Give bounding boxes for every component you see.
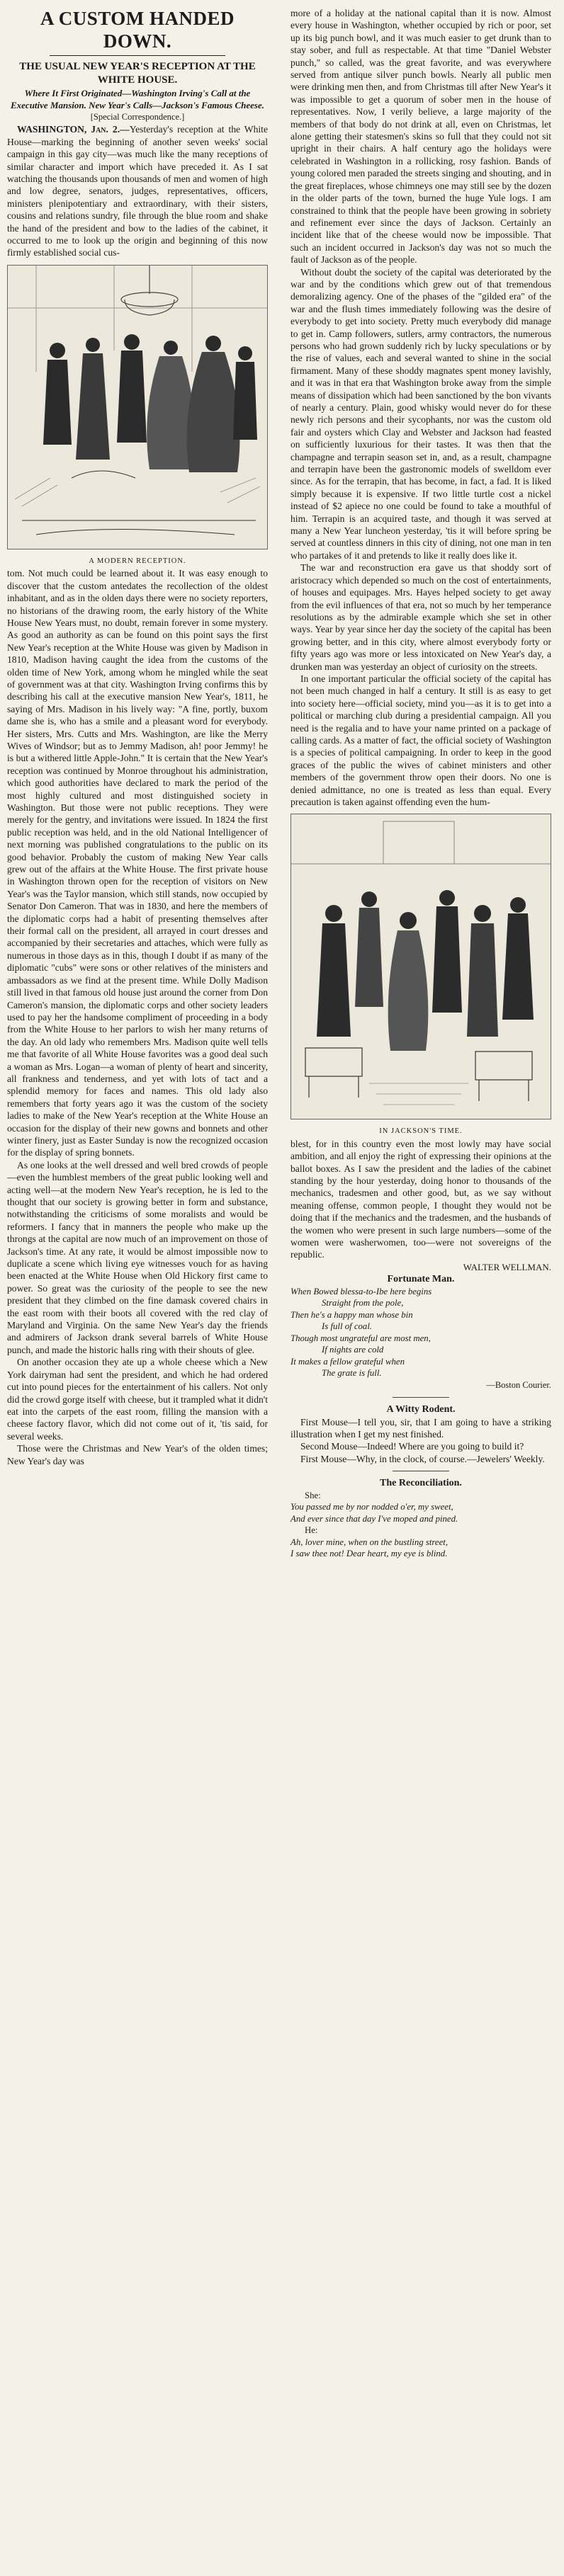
poem-line-7: It makes a fellow grateful when — [291, 1356, 405, 1367]
article-paragraph-8: The war and reconstruction era gave us that shoddy sort of aristocracy which depended so much on the cost of entertainments, of houses and equipages. Mrs. Hayes helped society to get away from the evil influences of that era, not so much by her temperance resolutions as by the admirable example which she set in other ways. Year by year since her day the society of the capital has been growing better, and in this city, where almost everybody forty or fifty years ago was more or less intoxicated on New Year's day, a drunken man was yesterday an object of curiosity on the streets. — [291, 562, 551, 672]
jackson-drawing — [291, 814, 551, 1119]
dateline: WASHINGTON, Jan. 2.— — [17, 124, 130, 135]
lead-paragraph — [7, 123, 268, 258]
poem-line-2: Straight from the pole, — [322, 1298, 404, 1309]
rodent-line-2: Second Mouse—Indeed! Where are you going to build it? — [300, 1441, 524, 1452]
correspondence-note: [Special Correspondence.] — [90, 112, 185, 122]
reconciliation-line-3: And ever since that day I've moped and pined. — [291, 1513, 458, 1524]
article-paragraph-7: Without doubt the society of the capital was deteriorated by the war and by the conditions which grew out of that tremendous demoralizing agency. One of the phases of the "gilded era" of the war and the flush times immediately following was the desire of everybody to get into society. Pretty much everybody did manage to get in. Camp followers, sutlers, army contractors, the numerous persons who had grown suddenly rich by lucky speculations or by the rise of values, each and several wanted to shine in the social firmament. Many of these shoddy magnates spent money lavishly, and it was in that era that Washington broke away from the simple means of dissipation which had been sanctioned by the bon vivants of nearly a century. Plain, good whisky would never do for these newly rich persons and their sycophants, nor was the custom old fair and oysters which Clay and Webster and Jackson had feasted on sufficiently luxurious for their tastes. It was then that the champagne and terrapin season set in, and, as a result, champagne and terrapin have been the gastronomic models of swelldom ever since. As for the terrapin, that has become, in fact, a fad. It is liked simply because it is expensive. If two little turtle cost a nickel instead of $2 apiece no one could be found to take a mouthful of him. Terrapin is an acquired taste, and though it was served at many a New Year luncheon yesterday, 'tis it will before spring be served at countless dinners in this city of dining, not one man in ten who partakes of it and pretends to like it really does like it. — [291, 266, 551, 561]
headline: A CUSTOM HANDED DOWN. — [40, 8, 235, 52]
headline-rule — [50, 55, 225, 56]
reconciliation-line-5: Ah, lover mine, when on the bustling street, — [291, 1537, 449, 1547]
poem-title: Fortunate Man. — [387, 1274, 455, 1285]
poem-line-8: The grate is full. — [322, 1368, 382, 1379]
reconciliation-line-2: You passed me by nor nodded o'er, my sweet, — [291, 1502, 453, 1512]
subhead: THE USUAL NEW YEAR'S RECEPTION AT THE WHITE HOUSE. — [19, 61, 256, 86]
reconciliation-title: The Reconciliation. — [380, 1478, 462, 1489]
article-paragraph-6: more of a holiday at the national capital than it is now. Almost every house in Washington, whether occupied by rich or poor, set up its big punch bowl, and it was much easier to get drunk than to stay sober, and full as respectable. At that time "Daniel Webster punch," so called, was the great favorite, and was everywhere served from antique silver punch bowls. Nearly all public men were drinking men then, and from Christmas till after New Year's it was impossible to get a quorum of sober men in the house of representatives. Now, I verily believe, a large majority of the members of that body do not drink at all, even on Christmas, let alone getting their statesmen's skins so full that they could not sit upright in their chairs. A half century ago the holidays were celebrated in Washington in a rollicking, rosy fashion. Bands of young colored men paraded the streets singing and shouting, and in the great fireplaces, whose chimneys one may still see by the dozen in the older parts of the town, burned the huge Yule logs. I am constrained to think that the people have been growing in sobriety and refinement ever since the days of Jackson. Certainly an incident like that of the cheese would now be impossible. That such an incident occurred in Jackson's day was not so much the fault of Jackson as of the people. — [291, 8, 551, 266]
section-divider — [393, 1397, 449, 1398]
right-column — [291, 7, 551, 1560]
deck: Where It First Originated—Washington Irving's Call at the Executive Mansion. New Year's Calls—Jackson's Famous Cheese. — [10, 88, 264, 110]
poem-line-5: Though most ungrateful are most men, — [291, 1333, 431, 1343]
reception-illustration — [7, 265, 268, 549]
reconciliation-line-6: I saw thee not! Dear heart, my eye is blind. — [291, 1549, 448, 1559]
poem-line-1: When Bowed blessa-to-Ibe here begins — [291, 1286, 432, 1296]
reception-drawing — [8, 266, 267, 549]
left-column — [7, 7, 268, 1467]
reconciliation-speaker-she: She: — [305, 1490, 321, 1500]
article-paragraph-2: tom. Not much could be learned about it. It was easy enough to discover that the custom antedates the recollection of the oldest inhabitant, and as in the olden days there were no society reporters, no historians of the drawing room, the early history of the White House New Years must, no doubt, remain forever in some mystery. As good an authority as can be found on this point says the first New Year's reception at the White House was given by Madison in 1810, Madison having caught the idea from the customs of the olden time of New York, among whom he mingled while the seat of government was at that city. Washington Irving confirms this by describing his call at the executive mansion New Year's, 1811, he saying of Mrs. Madison in his lively way: "A fine, portly, buxom dame she is, who has a smile and a pleasant word for everybody. Her sisters, Mrs. Cutts and Mrs. Washington, are like the Merry Wives of Windsor; but as to Jemmy Madison, ah! poor Jemmy! he is but a withered little Apple-John." It is certain that the New Year's reception was continued by Monroe throughout his administration, which good authorities have declared to mark the period of the most highly cultured and most distinguished society in Washington. But those were not public receptions. They were merely for the gentry, and invitations were issued. In 1824 the first public reception was held, and in the old National Intelligencer of next morning was published congratulations to the public on its good behavior. Probably the custom of making New Year calls grew out of the affairs at the White House. The first private house in Washington thrown open for the reception of visitors on New Year's was the Taylor mansion, which still stands, now occupied by Senator Don Cameron. That was in 1830, and here the members of the diplomatic corps had a habit of presenting themselves after their formal call on the president, all arrayed in court dresses and accompanied by their secretaries and attaches, which were fully as numerous in those days as in this, though I doubt if as many of the diplomatic "cubs" were sons or other relatives of the ministers and ambassadors as we find at the present time. While Dolly Madison still lived in that famous old house just around the corner from Don Cameron's mansion, the diplomatic corps and other society leaders used to pay her the handsome compliment of proceeding in a body from the White House to her parlors to wish her many returns of the day. An old lady who remembers Mrs. Madison quite well tells me that favorite of all White House favorites was a good deal such a woman as Mrs. Logan—a woman of plenty of heart and sincerity, all frankness and tenderness, and yet with lots of tact and a splendid memory for faces and names. This old lady also remembers that forty years ago it was the custom of the society ladies to make of the New Year's reception at the White House an occasion for the display of their new gowns and bonnets and other winter finery, just as Easter Sunday is now the recognized occasion for the display of spring bonnets. — [7, 568, 268, 1158]
rodent-line-1: First Mouse—I tell you, sir, that I am going to have a striking illustration when I get my nest finished. — [291, 1416, 551, 1440]
rodent-dialog — [291, 1416, 551, 1466]
article-paragraph-4: On another occasion they ate up a whole cheese which a New York dairyman had sent the president, and which he had ordered cut into pound pieces for the entertainment of his callers. Not only did the crowd gorge itself with cheese, but it trampled what it didn't eat into the carpets of the east room, filling the mansion with a cheese factory flavor, which did not come out of it, 'tis said, for several weeks. — [7, 1357, 269, 1442]
reconciliation-speaker-he: He: — [305, 1525, 318, 1536]
jackson-illustration — [291, 814, 551, 1119]
poem-line-6: If nights are cold — [322, 1345, 384, 1355]
lead-text: Yesterday's reception at the White House—marking the beginning of another seven weeks' social campaign in this gay city—was much like the many receptions of similar character and import which have preceded it. As I sat watching the thousands upon thousands of men and women of high and low degree, senators, judges, representatives, officers, ministers plenipotentiary and extraordinary, with their sisters, cousins and relations sundry, file through the blue room and shake the hand of the president and bow to the ladies of the cabinet, it occurred to me to look up the origin and beginning of this now firmly established social cus- — [7, 124, 268, 258]
rodent-title: A Witty Rodent. — [386, 1404, 456, 1415]
poem-credit: —Boston Courier. — [486, 1379, 551, 1390]
jackson-caption: IN JACKSON'S TIME. — [379, 1127, 463, 1136]
article-paragraph-9: In one important particular the official society of the capital has not been much changed in half a century. It still is as easy to get into society here—official society, mind you—as it is to get into a political or marching club during a presidential campaign. All you need is the regalia and to have your name printed on a package of calling cards. As a matter of fact, the official society of Washington is a species of political campaigning. In order to keep in the good graces of the public the wives of cabinet ministers and other members of the government throw open their doors. No one is denied admittance, no one is treated as less than equal. Every precaution is taken against offending even the hum- — [291, 673, 551, 807]
poem-line-3: Then he's a happy man whose bin — [291, 1309, 413, 1320]
poem-line-4: Is full of coal. — [322, 1321, 373, 1332]
article-paragraph-3: As one looks at the well dressed and well bred crowds of people—even the humblest members of the great public looking well and acting well—at the modern New Year's reception, he is led to the thought that our society is growing better in form and substance, notwithstanding the criticisms of some moralists and would be reformers. I fancy that in manners the people who make up the throngs at the capital are now much of an improvement on those of Jackson's time. At any rate, it would be almost impossible now to duplicate a scene which living eye witnesses vouch for as having been enacted at the White House when Old Hickory first came to power. So great was the curiosity of the people to see the new president that they climbed on the fine damask covered chairs in the east room with their boots all covered with the red clay of Maryland and Virginia. On the same New Year's day the friends and admirers of Jackson drank several barrels of White House punch, and made the historic halls ring with their shouts of glee. — [7, 1159, 268, 1355]
reception-caption: A MODERN RECEPTION. — [89, 557, 186, 565]
article-paragraph-10: blest, for in this country even the most lowly may have social ambition, and all enjoy the right of expressing their opinions at the ballot boxes. As I saw the president and the ladies of the cabinet standing by the hour yesterday, doing honor to thousands of the mechanics, tradesmen and other good, but, as we say without meaning offense, common people, I thought they would not be doing that if the mechanics and the tradesmen, and the husbands of the women who were present in such large numbers—some of the women were washerwomen, too—were not sovereigns of the republic. — [291, 1138, 551, 1260]
signature: WALTER WELLMAN. — [463, 1261, 551, 1272]
rodent-line-3: First Mouse—Why, in the clock, of course.—Jewelers' Weekly. — [300, 1453, 545, 1464]
article-paragraph-5: Those were the Christmas and New Year's of the olden times; New Year's day was — [7, 1443, 268, 1466]
